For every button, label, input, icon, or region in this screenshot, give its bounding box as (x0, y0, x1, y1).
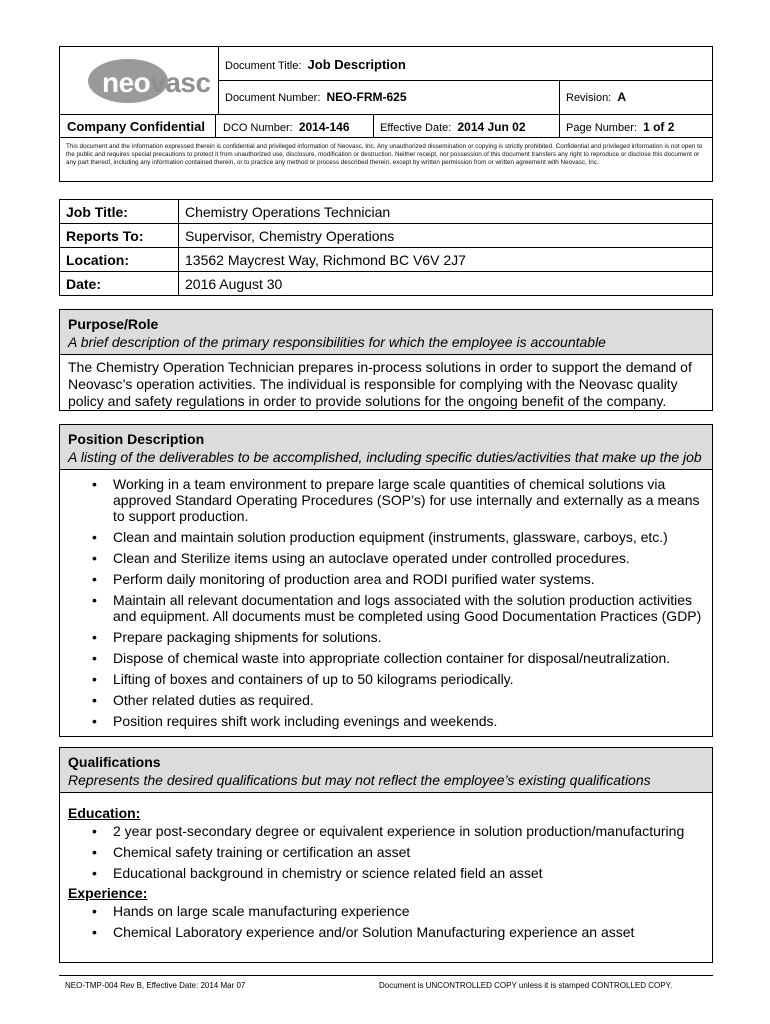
experience-list (68, 903, 704, 940)
job-title-label: Job Title: (60, 200, 179, 224)
list-item: • Other related duties as required. (68, 692, 704, 708)
list-item: • Educational background in chemistry or science related field an asset (68, 865, 704, 881)
list-item: • Maintain all relevant documentation and logs associated with the solution production activities and equipment. All documents must be completed using Good Documentation Practices (GDP) (68, 592, 704, 624)
confidentiality-disclaimer: This document and the information expressed therein is confidential and privileged information of Neovasc, Inc. Any unauthorized dissemination or copying is strictly prohibited. Confidential and privileged information is not open to the public and requires special precautions to protect it from unauthorized use, disclosure, modification or destruction. Neither receipt, nor possession of this document transfers any right to reproduce or disclose this document or any part thereof, including any information contained therein, or to practice any method or process described therein, except by written permission from or written agreement with Neovasc, Inc. (66, 143, 703, 166)
list-item: • Hands on large scale manufacturing experience (68, 903, 704, 919)
reports-to-row (60, 224, 713, 248)
neovasc-logo (82, 57, 211, 105)
list-item: • 2 year post-secondary degree or equivalent experience in solution production/manufacturing (68, 823, 704, 839)
list-item: • Chemical Laboratory experience and/or Solution Manufacturing experience an asset (68, 924, 704, 940)
logo-text: neovasc (102, 67, 211, 98)
reports-to-label: Reports To: (60, 224, 179, 248)
position-section (59, 424, 713, 737)
qualifications-header (60, 748, 712, 793)
date-value: 2016 August 30 (179, 272, 713, 296)
doc-title: Document Title: Job Description (225, 57, 406, 72)
position-title: Position Description (68, 431, 205, 447)
experience-heading: Experience: (68, 885, 148, 901)
effective-date: Effective Date: 2014 Jun 02 (380, 120, 526, 134)
position-header (60, 425, 712, 470)
job-title-value: Chemistry Operations Technician (179, 200, 713, 224)
job-title-row (60, 200, 713, 224)
logo-cell (60, 47, 218, 114)
qualifications-section (59, 747, 713, 963)
revision: Revision: A (566, 90, 627, 104)
footer-rule (59, 975, 713, 976)
job-info-table (59, 199, 713, 296)
qualifications-description: Represents the desired qualifications but may not reflect the employee’s existing qualifications (68, 772, 651, 788)
company-confidential: Company Confidential (67, 119, 205, 134)
location-label: Location: (60, 248, 179, 272)
qualifications-title: Qualifications (68, 754, 161, 770)
list-item: • Dispose of chemical waste into appropriate collection container for disposal/neutralization. (68, 650, 704, 666)
education-heading: Education: (68, 805, 141, 821)
dco-number: DCO Number: 2014-146 (223, 120, 350, 134)
position-description: A listing of the deliverables to be accomplished, including specific duties/activities that make up the job (68, 449, 702, 465)
education-list (68, 823, 704, 881)
location-value: 13562 Maycrest Way, Richmond BC V6V 2J7 (179, 248, 713, 272)
date-row (60, 272, 713, 296)
list-item: • Position requires shift work including evenings and weekends. (68, 713, 704, 729)
location-row (60, 248, 713, 272)
list-item: • Working in a team environment to prepare large scale quantities of chemical solutions via approved Standard Operating Procedures (SOP’s) for use internally and externally as a means to support production. (68, 476, 704, 524)
purpose-section (59, 309, 713, 411)
document-header (59, 46, 713, 182)
list-item: • Perform daily monitoring of production area and RODI purified water systems. (68, 571, 704, 587)
footer-uncontrolled-notice: Document is UNCONTROLLED COPY unless it is stamped CONTROLLED COPY. (379, 981, 673, 990)
date-label: Date: (60, 272, 179, 296)
list-item: • Clean and maintain solution production equipment (instruments, glassware, carboys, etc.) (68, 529, 704, 545)
list-item: • Lifting of boxes and containers of up to 50 kilograms periodically. (68, 671, 704, 687)
footer-template-ref: NEO-TMP-004 Rev B, Effective Date: 2014 Mar 07 (65, 981, 246, 990)
purpose-title: Purpose/Role (68, 316, 159, 332)
list-item: • Clean and Sterilize items using an autoclave operated under controlled procedures. (68, 550, 704, 566)
duties-list (68, 476, 704, 729)
doc-number: Document Number: NEO-FRM-625 (225, 90, 407, 104)
purpose-header (60, 310, 712, 355)
purpose-description: A brief description of the primary responsibilities for which the employee is accountable (68, 334, 606, 350)
page-number: Page Number: 1 of 2 (566, 120, 675, 134)
reports-to-value: Supervisor, Chemistry Operations (179, 224, 713, 248)
list-item: • Chemical safety training or certification an asset (68, 844, 704, 860)
purpose-text: The Chemistry Operation Technician prepares in-process solutions in order to support the demand of Neovasc’s operation activities. The individual is responsible for complying with the Neovasc quality policy and safety regulations in order to provide solutions for the ongoing benefit of the company. (68, 359, 692, 409)
list-item: • Prepare packaging shipments for solutions. (68, 629, 704, 645)
